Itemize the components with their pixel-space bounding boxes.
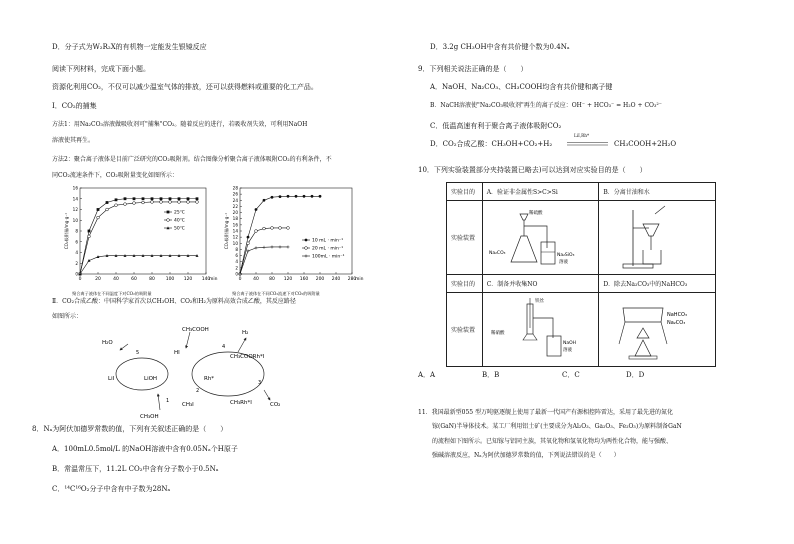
apparatus-a-label-solution: 溶液 bbox=[558, 259, 568, 265]
apparatus-c-label-wire: 铁丝 bbox=[534, 298, 544, 304]
device-b-cell bbox=[599, 201, 716, 275]
y-axis-label: CO₂吸附量/mg·g⁻¹ bbox=[64, 212, 69, 250]
x-axis-unit: min bbox=[209, 277, 218, 282]
data-point bbox=[142, 197, 145, 200]
y-tick-label: 8 bbox=[235, 246, 238, 252]
data-point bbox=[160, 201, 163, 204]
section-2-line-2: 如图所示： bbox=[52, 313, 83, 320]
data-point bbox=[255, 230, 258, 233]
cycle-ch3rh: CH₃Rh*I bbox=[230, 400, 252, 406]
q11-line-4: 强碱溶液反应，Nₐ为阿伏加德罗常数的值，下列说法错误的是（ ） bbox=[432, 452, 620, 459]
data-point bbox=[287, 195, 290, 198]
cycle-step-1: 1 bbox=[166, 398, 170, 404]
y-tick-label: 0 bbox=[235, 271, 238, 277]
y-tick-label: 26 bbox=[232, 191, 238, 197]
series-line-3 bbox=[80, 256, 197, 274]
y-tick-label: 10 bbox=[232, 240, 238, 246]
data-point bbox=[295, 195, 298, 198]
y-tick-label: 18 bbox=[232, 216, 238, 222]
y-tick-label: 8 bbox=[75, 228, 78, 234]
q11-line-3: 的流程如下图所示。已知镓与铝同主族，其氧化物和氢氧化物均为两性化合物，能与强酸、 bbox=[432, 438, 673, 445]
purpose-d: D．除去Na₂CO₃中的NaHCO₃ bbox=[599, 275, 716, 293]
q7-option-d: D．分子式为W₂R₂X的有机物一定能发生银镜反应 bbox=[52, 43, 207, 51]
cycle-lii: LiI bbox=[108, 376, 115, 382]
apparatus-a-label-acid: 稀硫酸 bbox=[528, 210, 543, 216]
data-point bbox=[263, 199, 266, 202]
apparatus-d-label-na2co3: Na₂CO₃ bbox=[667, 319, 686, 326]
data-point bbox=[151, 197, 154, 200]
cycle-co2: CO₂ bbox=[270, 402, 281, 408]
data-point bbox=[106, 208, 109, 211]
x-tick-label: 0 bbox=[238, 277, 242, 282]
q8-option-c: C．¹⁴C¹⁶O₂分子中含有中子数为28Nₐ bbox=[52, 485, 171, 493]
legend-marker bbox=[305, 247, 308, 250]
data-point bbox=[271, 245, 274, 248]
y-axis-label: CO₂吸附量/mg·g⁻¹ bbox=[224, 212, 229, 250]
apparatus-a-image bbox=[487, 202, 591, 272]
y-tick-label: 6 bbox=[235, 253, 238, 259]
cycle-lioh: LiOH bbox=[144, 376, 158, 382]
apparatus-c-label-solution: 溶液 bbox=[562, 347, 572, 353]
apparatus-c-label-naoh: NaOH bbox=[562, 340, 576, 346]
device-c-cell bbox=[482, 293, 599, 367]
cycle-ch3coorh: CH₃COORh*I bbox=[230, 354, 265, 360]
reaction-cycle-diagram bbox=[100, 324, 310, 420]
y-tick-label: 24 bbox=[232, 197, 238, 203]
cycle-hi: HI bbox=[174, 350, 180, 356]
section-1-title: Ⅰ．CO₂的捕集 bbox=[52, 102, 97, 110]
legend-marker bbox=[167, 211, 170, 214]
cycle-ch3oh: CH₃OH bbox=[140, 414, 159, 420]
cycle-step-4: 4 bbox=[222, 344, 226, 350]
y-tick-label: 12 bbox=[72, 207, 78, 212]
y-tick-label: 2 bbox=[75, 260, 78, 266]
data-point bbox=[124, 197, 127, 200]
data-point bbox=[247, 249, 250, 252]
section-2-line-1: Ⅱ．CO₂合成乙酸：中国科学家首次以CH₃OH、CO₂和H₂为原料高效合成乙酸，其反应路径 bbox=[52, 298, 296, 305]
y-tick-label: 4 bbox=[235, 259, 238, 265]
data-point bbox=[311, 195, 314, 198]
purpose-c: C．制备并收集NO bbox=[482, 275, 599, 293]
data-point bbox=[169, 197, 172, 200]
data-point bbox=[178, 201, 181, 204]
legend-label: 100mL · min⁻¹ bbox=[312, 254, 345, 260]
legend-label: 25℃ bbox=[174, 210, 185, 216]
q9-option-c: C．低温高速有利于聚合离子液体吸附CO₂ bbox=[430, 122, 562, 130]
apparatus-b-image bbox=[603, 202, 707, 272]
x-tick-label: 140 bbox=[201, 277, 211, 282]
q8-option-b: B．常温常压下，11.2L CO₂中含有分子数小于0.5Nₐ bbox=[52, 465, 219, 473]
reading-body: 资源化利用CO₂，不仅可以减少温室气体的排放，还可以获得燃料或重要的化工产品。 bbox=[52, 83, 318, 91]
data-point bbox=[263, 227, 266, 230]
data-point bbox=[271, 196, 274, 199]
data-point bbox=[169, 201, 172, 204]
y-tick-label: 10 bbox=[72, 217, 78, 223]
data-point bbox=[196, 197, 199, 200]
data-point bbox=[279, 227, 282, 230]
x-tick-label: 40 bbox=[113, 277, 119, 282]
data-point bbox=[187, 197, 190, 200]
data-point bbox=[178, 197, 181, 200]
data-point bbox=[88, 235, 91, 238]
data-point bbox=[133, 202, 136, 205]
purpose-label-1: 实验目的 bbox=[447, 183, 483, 201]
y-tick-label: 14 bbox=[72, 196, 78, 202]
y-tick-label: 6 bbox=[75, 239, 78, 245]
data-point bbox=[115, 204, 118, 207]
cycle-rh-star: Rh* bbox=[204, 376, 215, 382]
x-tick-label: 280 bbox=[347, 277, 357, 282]
reading-intro: 阅读下列材料，完成下面小题。 bbox=[52, 65, 150, 73]
data-point bbox=[247, 242, 250, 245]
q9-option-a: A．NaOH、Na₂CO₃、CH₃COOH均含有共价键和离子键 bbox=[430, 83, 613, 91]
data-point bbox=[279, 195, 282, 198]
q9-stem: 9．下列相关说法正确的是（ ） bbox=[418, 65, 528, 73]
apparatus-d-image bbox=[603, 294, 707, 364]
y-tick-label: 22 bbox=[232, 203, 238, 209]
q10-experiment-table bbox=[446, 182, 716, 367]
x-tick-label: 240 bbox=[331, 277, 341, 282]
x-tick-label: 200 bbox=[315, 277, 325, 282]
q11-line-1: 11．我国最新型055 型万吨驱逐舰上使用了最新一代国产有源相控阵雷达，采用了最先进的氮化 bbox=[418, 409, 673, 416]
data-point bbox=[303, 195, 306, 198]
cycle-step-5: 5 bbox=[136, 350, 140, 356]
y-tick-label: 16 bbox=[72, 185, 78, 191]
q8-option-a: A．100mL0.5mol/L 的NaOH溶液中含有0.05Nₐ个H原子 bbox=[52, 445, 238, 453]
y-tick-label: 4 bbox=[75, 250, 78, 255]
method-1-line-1: 方法1：用Na₂CO₃溶液做吸收剂可"捕集"CO₂。随着反应的进行，若吸收剂失效，可利用NaOH bbox=[52, 121, 308, 128]
y-tick-label: 14 bbox=[232, 228, 238, 234]
y-tick-label: 20 bbox=[232, 210, 238, 216]
data-point bbox=[255, 208, 258, 211]
x-tick-label: 100 bbox=[165, 277, 175, 282]
reaction-arrow-icon bbox=[566, 140, 610, 148]
x-tick-label: 120 bbox=[283, 277, 293, 282]
apparatus-d-label-nahco3: NaHCO₃ bbox=[667, 311, 688, 318]
apparatus-a-label-na2sio3: Na₂SiO₃ bbox=[556, 252, 575, 258]
cycle-ch3cooh: CH₃COOH bbox=[182, 327, 209, 333]
q9-option-d-condition: LiI,Rh* bbox=[574, 133, 590, 138]
cycle-h2: H₂ bbox=[242, 330, 249, 336]
q9-option-d-right: CH₃COOH+2H₂O bbox=[614, 140, 677, 148]
device-label-1: 实验装置 bbox=[447, 201, 483, 275]
apparatus-a-label-na2co3: Na₂CO₃ bbox=[488, 250, 506, 256]
method-2-line-2: 同CO₂流速条件下，CO₂吸附量变化如图所示： bbox=[52, 172, 178, 179]
device-a-cell bbox=[482, 201, 599, 275]
legend-label: 20 mL · min⁻¹ bbox=[312, 246, 344, 252]
q11-line-2: 镓(GaN)半导体技术。某工厂利用铝土矿(主要成分为Al₂O₃、Ga₂O₃、Fe₂O₃)为原料制备GaN bbox=[432, 423, 682, 430]
cycle-ch3i: CH₃I bbox=[182, 402, 194, 408]
method-1-line-2: 溶液使其再生。 bbox=[52, 137, 95, 144]
cycle-step-3: 3 bbox=[258, 380, 262, 386]
cycle-step-2: 2 bbox=[196, 388, 200, 394]
data-point bbox=[115, 198, 118, 201]
data-point bbox=[287, 245, 290, 248]
q10-option-a: A．A bbox=[418, 371, 436, 379]
y-tick-label: 28 bbox=[232, 185, 238, 191]
chart-flow-rate-caption: 聚合离子液体在不同CO₂流速下对CO₂的吸附量 bbox=[232, 291, 320, 296]
data-point bbox=[247, 236, 250, 239]
chart-temperature-caption: 聚合离子液体在不同温度下对CO₂的吸附量 bbox=[72, 291, 152, 296]
x-axis-unit: min bbox=[355, 277, 364, 282]
q8-stem: 8．Nₐ为阿伏加德罗常数的值，下列有关叙述正确的是（ ） bbox=[32, 425, 228, 433]
data-point bbox=[97, 208, 100, 211]
q10-option-c: C．C bbox=[562, 371, 580, 379]
purpose-a: A．验证非金属性S>C>Si bbox=[482, 183, 599, 201]
device-label-2: 实验装置 bbox=[447, 293, 483, 367]
legend-label: 40℃ bbox=[174, 218, 185, 224]
data-point bbox=[142, 201, 145, 204]
x-tick-label: 20 bbox=[95, 277, 101, 282]
x-tick-label: 0 bbox=[78, 277, 82, 282]
legend-marker bbox=[305, 255, 308, 258]
q9-option-b: B．NaCH溶液使"Na₂CO₃吸收剂"再生的离子反应：OH⁻ + HCO₃⁻ = H₂O + CO₃²⁻ bbox=[430, 102, 662, 109]
y-tick-label: 16 bbox=[232, 222, 238, 228]
x-tick-label: 80 bbox=[269, 277, 275, 282]
data-point bbox=[319, 195, 322, 198]
data-point bbox=[88, 230, 91, 233]
q8-option-d: D．3.2g CH₃OH中含有共价键个数为0.4Nₐ bbox=[430, 43, 570, 51]
legend-marker bbox=[167, 219, 170, 222]
x-tick-label: 160 bbox=[299, 277, 309, 282]
data-point bbox=[151, 201, 154, 204]
data-point bbox=[187, 201, 190, 204]
data-point bbox=[196, 201, 199, 204]
legend-label: 50℃ bbox=[174, 226, 185, 232]
data-point bbox=[255, 246, 258, 249]
q10-stem: 10．下列实验装置部分夹持装置已略去)可以达到对应实验目的是（ ） bbox=[418, 166, 647, 174]
x-tick-label: 80 bbox=[149, 277, 155, 282]
apparatus-c-image bbox=[487, 294, 591, 364]
device-d-cell bbox=[599, 293, 716, 367]
series-line-1 bbox=[240, 196, 320, 274]
data-point bbox=[279, 245, 282, 248]
q10-option-b: B．B bbox=[482, 371, 500, 379]
data-point bbox=[97, 216, 100, 219]
y-tick-label: 0 bbox=[75, 271, 78, 277]
y-tick-label: 2 bbox=[235, 265, 238, 271]
y-tick-label: 12 bbox=[232, 234, 238, 240]
method-2-line-1: 方法2：聚合离子液体是目前广泛研究的CO₂吸附剂。结合图像分析聚合离子液体吸附CO₂的有利条件，不 bbox=[52, 156, 332, 163]
data-point bbox=[287, 227, 290, 230]
data-point bbox=[124, 203, 127, 206]
purpose-label-2: 实验目的 bbox=[447, 275, 483, 293]
data-point bbox=[271, 227, 274, 230]
data-point bbox=[133, 197, 136, 200]
legend-label: 10 mL · min⁻¹ bbox=[312, 238, 344, 244]
x-tick-label: 120 bbox=[183, 277, 193, 282]
cycle-left-loop bbox=[116, 358, 168, 390]
q9-option-d-left: D．CO₂合成乙酸：CH₃OH+CO₂+H₂ bbox=[430, 140, 553, 148]
cycle-h2o: H₂O bbox=[102, 340, 113, 346]
legend-marker bbox=[305, 239, 308, 242]
q10-option-d: D．D bbox=[626, 371, 645, 379]
purpose-b: B．分离甘油和水 bbox=[599, 183, 716, 201]
chart-temperature bbox=[60, 182, 220, 290]
data-point bbox=[106, 201, 109, 204]
data-point bbox=[160, 197, 163, 200]
chart-flow-rate bbox=[222, 182, 362, 290]
apparatus-c-label-acid: 稀硝酸 bbox=[490, 330, 505, 336]
x-tick-label: 60 bbox=[131, 277, 137, 282]
x-tick-label: 40 bbox=[253, 277, 259, 282]
data-point bbox=[263, 246, 266, 249]
